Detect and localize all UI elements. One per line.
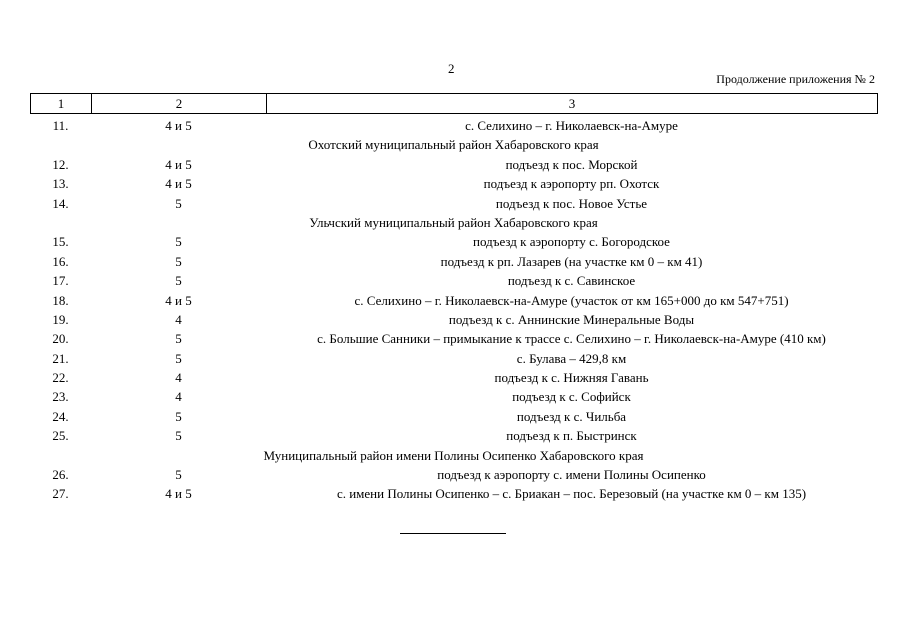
table-row [30,484,877,503]
row-number: 24. [52,408,69,424]
continuation-label: Продолжение приложения № 2 [716,72,875,86]
table-row [30,329,877,348]
table-row [30,116,877,135]
table-row [30,407,877,426]
road-name: подъезд к пос. Морской [505,156,638,172]
table-row [30,194,877,213]
table-body [30,116,877,504]
footnote-divider [400,533,506,534]
section-heading: Охотский муниципальный район Хабаровского края [308,137,599,153]
road-category: 4 и 5 [165,176,192,192]
page-number: 2 [448,61,455,76]
road-name: подъезд к аэропорту с. имени Полины Осипенко [437,467,706,483]
road-category: 5 [175,331,182,347]
table-row [30,465,877,484]
row-number: 22. [52,370,69,386]
road-category: 4 и 5 [165,118,192,133]
header-col-2: 2 [92,94,267,114]
row-number: 11. [52,118,69,133]
road-category: 4 и 5 [165,486,192,502]
road-category: 5 [175,467,182,483]
road-category: 5 [175,408,182,424]
road-name: подъезд к с. Аннинские Минеральные Воды [448,311,695,327]
row-number: 25. [52,428,69,444]
section-heading-row [30,135,877,154]
row-number: 23. [52,389,69,405]
road-name: подъезд к с. Савинское [507,273,636,289]
road-name: с. Булава – 429,8 км [516,350,627,366]
row-number: 20. [52,331,69,347]
road-category: 5 [175,234,182,250]
road-category: 5 [175,428,182,444]
table-row [30,252,877,271]
row-number: 12. [52,156,69,172]
road-category: 4 [175,389,182,405]
road-category: 4 и 5 [165,156,192,172]
road-category: 4 [175,370,182,386]
section-heading-row [30,446,877,465]
row-number: 18. [52,292,69,308]
road-name: с. Селихино – г. Николаевск-на-Амуре (участок от км 165+000 до км 547+751) [354,292,789,308]
table-header [30,93,878,114]
table-row [30,271,877,290]
row-number: 17. [52,273,69,289]
road-name: с. имени Полины Осипенко – с. Бриакан – пос. Березовый (на участке км 0 – км 135) [336,486,807,502]
header-col-3: 3 [267,94,878,114]
road-name: подъезд к с. Чильба [516,408,627,424]
row-number: 27. [52,486,69,502]
road-name: подъезд к аэропорту рп. Охотск [483,176,660,192]
table-row [30,349,877,368]
road-name: подъезд к аэропорту с. Богородское [473,234,670,250]
road-category: 4 и 5 [165,292,192,308]
road-category: 5 [175,273,182,289]
road-name: подъезд к рп. Лазарев (на участке км 0 – км 41) [440,253,703,269]
road-name: подъезд к п. Быстринск [506,428,637,444]
road-category: 5 [175,253,182,269]
road-name: подъезд к с. Нижняя Гавань [494,370,649,386]
section-heading-row [30,213,877,232]
row-number: 14. [52,195,69,211]
row-number: 13. [52,176,69,192]
table-row [30,155,877,174]
table-row [30,232,877,251]
table-row [30,368,877,387]
row-number: 16. [52,253,69,269]
table-row [30,174,877,193]
road-category: 5 [175,350,182,366]
section-heading: Ульчский муниципальный район Хабаровского края [309,214,598,230]
row-number: 15. [52,234,69,250]
road-name: подъезд к пос. Новое Устье [495,195,648,211]
road-category: 5 [175,195,182,211]
table-row [30,387,877,406]
road-category: 4 [175,311,182,327]
table-row [30,291,877,310]
section-heading: Муниципальный район имени Полины Осипенко Хабаровского края [263,447,644,463]
header-col-1: 1 [31,94,92,114]
road-name: с. Большие Санники – примыкание к трассе с. Селихино – г. Николаевск-на-Амуре (410 км) [317,331,826,347]
table-row [30,426,877,445]
row-number: 19. [52,311,69,327]
row-number: 21. [52,350,69,366]
table-row [30,310,877,329]
road-name: подъезд к с. Софийск [512,389,631,405]
row-number: 26. [52,467,69,483]
road-name: с. Селихино – г. Николаевск-на-Амуре [465,118,678,133]
